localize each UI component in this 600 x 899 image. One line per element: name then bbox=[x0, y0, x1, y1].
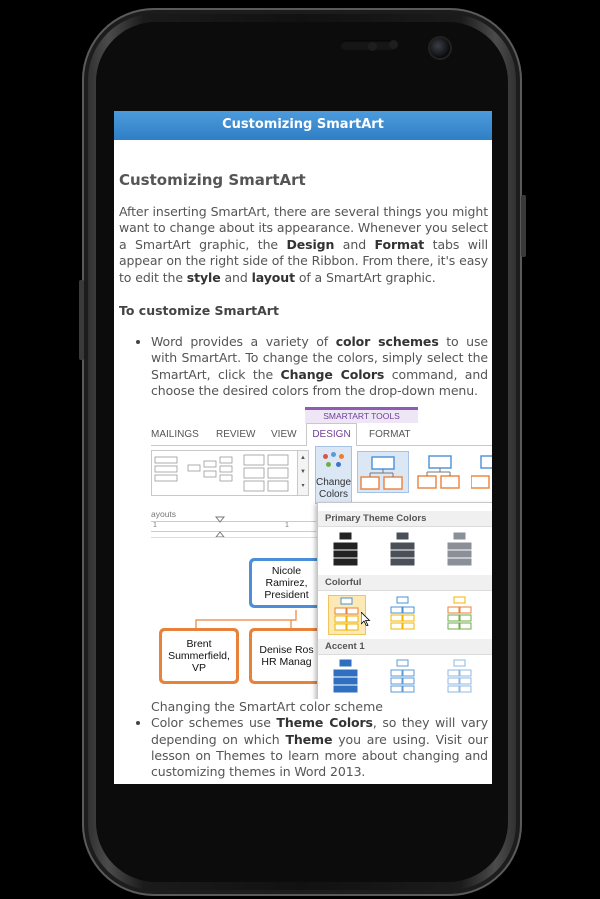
node-text: Brent bbox=[186, 638, 212, 651]
smartart-styles-gallery[interactable] bbox=[357, 451, 492, 495]
layouts-group-label: ayouts bbox=[151, 509, 177, 520]
org-node-top[interactable] bbox=[249, 558, 324, 608]
org-chart-icon bbox=[442, 531, 478, 569]
tab-mailings[interactable]: MAILINGS bbox=[151, 429, 199, 441]
phone-sensor bbox=[389, 40, 398, 49]
smartart-tools-label: SMARTART TOOLS bbox=[305, 407, 418, 423]
bold-term: style bbox=[186, 269, 221, 285]
list-item: • Color schemes use Theme Colors, so they will vary depending on which Theme you are using. Visit our lesson on Themes to learn more about changing and customizing themes in Word 2013. bbox=[151, 715, 488, 780]
change-colors-button[interactable] bbox=[315, 446, 352, 504]
node-text: VP bbox=[191, 662, 206, 675]
dropdown-section-primary: Primary Theme Colors bbox=[318, 511, 492, 527]
ruler bbox=[151, 521, 316, 532]
color-option[interactable] bbox=[442, 595, 480, 635]
section-heading: To customize SmartArt bbox=[119, 303, 279, 319]
tab-format[interactable]: FORMAT bbox=[369, 429, 411, 441]
bold-term: Change Colors bbox=[280, 366, 385, 382]
color-option[interactable] bbox=[385, 658, 423, 698]
intro-paragraph: After inserting SmartArt, there are several things you might want to change about its appearance. Whenever you select a SmartArt graphic, the Design and Format tabs will appear on the right side of the Ribbon. From there, it's easy to edit the style and layout of a SmartArt graphic. bbox=[119, 204, 488, 285]
bold-term: color schemes bbox=[335, 334, 439, 350]
style-thumbnail[interactable] bbox=[471, 451, 492, 493]
node-text: Denise Ros bbox=[259, 644, 314, 657]
tab-review[interactable]: REVIEW bbox=[216, 429, 256, 441]
palette-dot bbox=[326, 462, 331, 467]
change-colors-label-2: Colors bbox=[319, 489, 348, 501]
phone-sensor bbox=[368, 42, 377, 51]
org-chart-icon bbox=[328, 658, 364, 696]
smartart-screenshot bbox=[151, 407, 492, 699]
org-node-middle[interactable] bbox=[249, 628, 324, 684]
bold-term: Theme bbox=[285, 731, 333, 747]
layout-gallery[interactable] bbox=[151, 450, 299, 496]
palette-dot bbox=[339, 454, 344, 459]
org-chart-icon bbox=[329, 596, 365, 634]
node-text: President bbox=[264, 589, 309, 602]
palette-dot bbox=[331, 452, 336, 457]
org-chart-icon bbox=[442, 658, 478, 696]
org-node-left[interactable] bbox=[159, 628, 239, 684]
ribbon-body bbox=[151, 446, 492, 506]
style-thumbnail[interactable] bbox=[357, 451, 409, 493]
color-option[interactable] bbox=[385, 531, 423, 571]
palette-dot bbox=[336, 462, 341, 467]
color-option[interactable] bbox=[385, 595, 423, 635]
bold-term: Theme Colors bbox=[276, 715, 373, 731]
node-text: HR Manag bbox=[261, 656, 312, 669]
color-option[interactable] bbox=[442, 658, 480, 698]
gallery-scrollbar[interactable]: ▲ ▼ ▾ bbox=[297, 450, 309, 496]
bold-term: Design bbox=[286, 236, 335, 252]
article-content bbox=[114, 171, 492, 780]
tab-design[interactable]: DESIGN bbox=[306, 423, 357, 446]
color-option[interactable] bbox=[442, 531, 480, 571]
list-item: • Word provides a variety of color schemes to use with SmartArt. To change the colors, simply select the SmartArt, click the Change Colors command, and choose the desired colors from the drop-down menu. bbox=[151, 334, 488, 399]
org-chart-icon bbox=[385, 658, 421, 696]
indent-marker[interactable] bbox=[215, 516, 225, 538]
dropdown-section-accent: Accent 1 bbox=[318, 639, 492, 655]
mouse-cursor-icon bbox=[361, 612, 371, 626]
image-caption: Changing the SmartArt color scheme bbox=[151, 699, 383, 715]
app-title: Customizing SmartArt bbox=[222, 117, 384, 132]
steps-list bbox=[119, 715, 488, 780]
org-chart-icon bbox=[328, 531, 364, 569]
change-colors-label-1: Change bbox=[316, 477, 352, 489]
app-title-bar bbox=[114, 111, 492, 140]
change-colors-dropdown bbox=[317, 502, 492, 699]
camera-icon bbox=[430, 38, 450, 58]
bold-term: layout bbox=[251, 269, 295, 285]
layout-thumbnails bbox=[152, 451, 298, 495]
org-chart-icon bbox=[385, 531, 421, 569]
org-chart-icon bbox=[385, 595, 421, 633]
phone-power-button bbox=[521, 195, 526, 257]
dropdown-section-colorful: Colorful bbox=[318, 575, 492, 591]
ruler-number: 1 bbox=[285, 522, 289, 530]
article-heading: Customizing SmartArt bbox=[119, 171, 306, 189]
phone-volume-button bbox=[79, 280, 84, 360]
steps-list bbox=[119, 334, 488, 399]
style-thumbnail[interactable] bbox=[415, 451, 467, 493]
app-screen bbox=[114, 111, 492, 784]
node-text: Summerfield, bbox=[168, 650, 230, 663]
palette-dot bbox=[323, 454, 328, 459]
node-text: Nicole bbox=[271, 565, 302, 578]
color-option[interactable] bbox=[328, 531, 366, 571]
color-option[interactable] bbox=[328, 658, 366, 698]
org-chart-icon bbox=[442, 595, 478, 633]
tab-view[interactable]: VIEW bbox=[271, 429, 297, 441]
node-text: Ramirez, bbox=[265, 577, 308, 590]
document-area bbox=[151, 537, 321, 699]
bold-term: Format bbox=[374, 236, 425, 252]
ruler-number: 1 bbox=[153, 522, 157, 530]
